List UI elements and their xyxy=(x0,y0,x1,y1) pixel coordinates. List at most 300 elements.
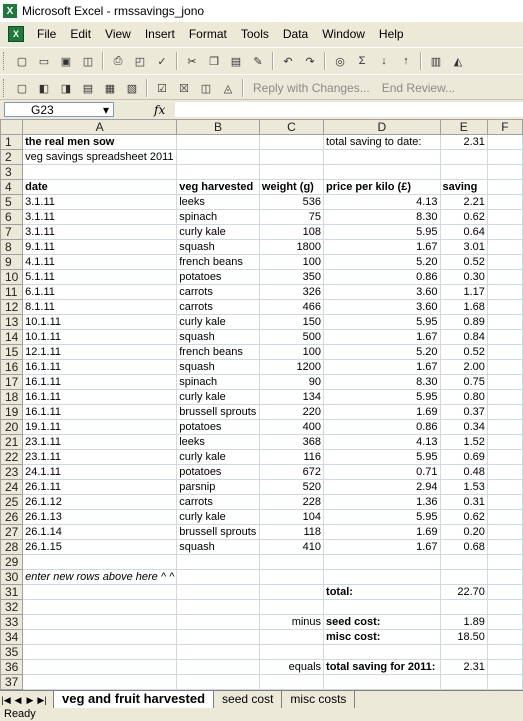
cell[interactable]: 2.21 xyxy=(440,195,487,210)
cell[interactable]: 1.69 xyxy=(324,525,440,540)
column-header[interactable]: D xyxy=(324,120,440,135)
drawing-icon[interactable]: ◭ xyxy=(453,55,463,68)
cell[interactable]: 2.31 xyxy=(440,135,487,150)
protect-icon[interactable]: ◬ xyxy=(223,82,233,95)
cell[interactable]: 3.01 xyxy=(440,240,487,255)
column-header[interactable]: C xyxy=(259,120,323,135)
cell[interactable]: 26.1.14 xyxy=(23,525,177,540)
open-icon[interactable]: ▭ xyxy=(38,55,50,68)
name-box[interactable] xyxy=(4,102,114,117)
cell[interactable]: curly kale xyxy=(177,225,260,240)
cell[interactable]: 1.67 xyxy=(324,540,440,555)
cell[interactable]: saving xyxy=(440,180,487,195)
cell[interactable]: squash xyxy=(177,330,260,345)
cell[interactable]: 0.52 xyxy=(440,345,487,360)
cell[interactable]: 0.48 xyxy=(440,465,487,480)
cell[interactable] xyxy=(487,510,522,525)
cell[interactable]: potatoes xyxy=(177,270,260,285)
workbook-icon[interactable]: X xyxy=(8,26,24,42)
row-header[interactable]: 3 xyxy=(1,165,23,180)
cell[interactable] xyxy=(487,450,522,465)
menu-format[interactable]: Format xyxy=(188,27,227,41)
sheet-tab[interactable]: veg and fruit harvested xyxy=(53,691,214,709)
cell[interactable] xyxy=(487,630,522,645)
cell[interactable]: misc cost: xyxy=(324,630,440,645)
cell[interactable]: 150 xyxy=(259,315,323,330)
row-header[interactable]: 4 xyxy=(1,180,23,195)
cell[interactable] xyxy=(324,150,440,165)
cell[interactable]: 1.52 xyxy=(440,435,487,450)
cell[interactable] xyxy=(177,135,260,150)
cell[interactable] xyxy=(487,525,522,540)
undo-icon[interactable]: ↶ xyxy=(283,55,293,68)
cell[interactable]: 2.94 xyxy=(324,480,440,495)
cell[interactable] xyxy=(177,585,260,600)
cell[interactable]: 134 xyxy=(259,390,323,405)
column-header[interactable]: F xyxy=(487,120,522,135)
save-icon[interactable]: ▣ xyxy=(60,55,72,68)
cell[interactable]: 5.95 xyxy=(324,390,440,405)
cell[interactable]: 0.37 xyxy=(440,405,487,420)
menu-tools[interactable]: Tools xyxy=(240,27,269,41)
cell[interactable] xyxy=(487,270,522,285)
cell[interactable]: seed cost: xyxy=(324,615,440,630)
cell[interactable] xyxy=(487,465,522,480)
cell[interactable]: 0.71 xyxy=(324,465,440,480)
cell[interactable]: 5.20 xyxy=(324,345,440,360)
cell[interactable] xyxy=(487,225,522,240)
cell[interactable]: veg harvested xyxy=(177,180,260,195)
cell[interactable] xyxy=(487,540,522,555)
previous-comment-icon[interactable]: ◧ xyxy=(38,82,50,95)
cell[interactable] xyxy=(440,555,487,570)
menu-data[interactable]: Data xyxy=(282,27,309,41)
cut-icon[interactable]: ✂ xyxy=(187,55,197,68)
cell[interactable] xyxy=(259,630,323,645)
cell[interactable]: 0.84 xyxy=(440,330,487,345)
cell[interactable] xyxy=(487,180,522,195)
row-header[interactable]: 17 xyxy=(1,375,23,390)
cell[interactable] xyxy=(23,600,177,615)
print-preview-icon[interactable]: ◰ xyxy=(134,55,146,68)
cell[interactable]: curly kale xyxy=(177,315,260,330)
cell[interactable] xyxy=(487,435,522,450)
format-painter-icon[interactable]: ✎ xyxy=(253,55,263,68)
cell[interactable] xyxy=(324,570,440,585)
cell[interactable] xyxy=(487,585,522,600)
cell[interactable]: 8.30 xyxy=(324,210,440,225)
row-header[interactable]: 32 xyxy=(1,600,23,615)
cell[interactable]: 19.1.11 xyxy=(23,420,177,435)
cell[interactable] xyxy=(440,645,487,660)
cell[interactable] xyxy=(487,150,522,165)
cell[interactable]: 5.95 xyxy=(324,315,440,330)
row-header[interactable]: 2 xyxy=(1,150,23,165)
sheet-tab[interactable]: misc costs xyxy=(281,691,355,709)
row-header[interactable]: 25 xyxy=(1,495,23,510)
cell[interactable] xyxy=(487,165,522,180)
cell[interactable]: date xyxy=(23,180,177,195)
spelling-icon[interactable]: ✓ xyxy=(157,55,167,68)
row-header[interactable]: 8 xyxy=(1,240,23,255)
cell[interactable]: 220 xyxy=(259,405,323,420)
paste-icon[interactable]: ▤ xyxy=(230,55,242,68)
copy-icon[interactable]: ❐ xyxy=(209,55,219,68)
row-header[interactable]: 14 xyxy=(1,330,23,345)
cell[interactable]: 350 xyxy=(259,270,323,285)
cell[interactable] xyxy=(487,345,522,360)
row-header[interactable]: 33 xyxy=(1,615,23,630)
cell[interactable] xyxy=(324,165,440,180)
cell[interactable] xyxy=(487,660,522,675)
cell[interactable]: 10.1.11 xyxy=(23,330,177,345)
cell[interactable] xyxy=(23,660,177,675)
cell[interactable] xyxy=(259,555,323,570)
cell[interactable] xyxy=(487,315,522,330)
cell[interactable]: 0.69 xyxy=(440,450,487,465)
cell[interactable]: leeks xyxy=(177,195,260,210)
hyperlink-icon[interactable]: ◎ xyxy=(335,55,345,68)
cell[interactable]: 2.00 xyxy=(440,360,487,375)
cell[interactable]: 8.1.11 xyxy=(23,300,177,315)
cell[interactable] xyxy=(177,630,260,645)
cell[interactable]: 108 xyxy=(259,225,323,240)
permission-icon[interactable]: ◫ xyxy=(82,55,94,68)
cell[interactable] xyxy=(487,615,522,630)
cell[interactable] xyxy=(487,495,522,510)
cell[interactable] xyxy=(259,645,323,660)
cell[interactable] xyxy=(259,165,323,180)
cell[interactable]: carrots xyxy=(177,300,260,315)
row-header[interactable]: 18 xyxy=(1,390,23,405)
cell[interactable] xyxy=(23,615,177,630)
chevron-down-icon[interactable]: ▾ xyxy=(102,102,109,117)
cell[interactable] xyxy=(259,570,323,585)
row-header[interactable]: 27 xyxy=(1,525,23,540)
cell[interactable]: 118 xyxy=(259,525,323,540)
menu-window[interactable]: Window xyxy=(322,27,365,41)
row-header[interactable]: 12 xyxy=(1,300,23,315)
column-header[interactable]: E xyxy=(440,120,487,135)
cell[interactable] xyxy=(487,555,522,570)
cell[interactable] xyxy=(487,420,522,435)
cell[interactable] xyxy=(23,675,177,690)
cell[interactable]: 1.68 xyxy=(440,300,487,315)
cell[interactable]: the real men sow xyxy=(23,135,177,150)
cell[interactable]: 26.1.15 xyxy=(23,540,177,555)
cell[interactable] xyxy=(487,255,522,270)
toolbar-grip[interactable] xyxy=(3,52,7,70)
cell[interactable]: 0.52 xyxy=(440,255,487,270)
reply-with-changes-button[interactable]: Reply with Changes... xyxy=(253,81,370,95)
row-header[interactable]: 13 xyxy=(1,315,23,330)
cell[interactable]: brussell sprouts xyxy=(177,525,260,540)
cell[interactable] xyxy=(440,570,487,585)
cell[interactable] xyxy=(177,645,260,660)
cell[interactable]: total saving for 2011: xyxy=(324,660,440,675)
first-sheet-icon[interactable]: |◀ xyxy=(1,694,11,705)
cell[interactable] xyxy=(487,300,522,315)
cell[interactable]: 104 xyxy=(259,510,323,525)
cell[interactable]: 75 xyxy=(259,210,323,225)
cell[interactable]: total saving to date: xyxy=(324,135,440,150)
cell[interactable] xyxy=(23,585,177,600)
cell[interactable] xyxy=(440,150,487,165)
cell[interactable]: carrots xyxy=(177,285,260,300)
cell[interactable]: spinach xyxy=(177,375,260,390)
row-header[interactable]: 21 xyxy=(1,435,23,450)
cell[interactable]: curly kale xyxy=(177,390,260,405)
cell[interactable] xyxy=(487,210,522,225)
cell[interactable]: 5.95 xyxy=(324,225,440,240)
column-header[interactable]: A xyxy=(23,120,177,135)
sort-descending-icon[interactable]: ↑ xyxy=(403,55,409,67)
cell[interactable]: potatoes xyxy=(177,465,260,480)
end-review-button[interactable]: End Review... xyxy=(381,81,456,95)
cell[interactable]: 672 xyxy=(259,465,323,480)
cell[interactable]: squash xyxy=(177,360,260,375)
row-header[interactable]: 15 xyxy=(1,345,23,360)
cell[interactable] xyxy=(487,195,522,210)
cell[interactable]: spinach xyxy=(177,210,260,225)
cell[interactable]: french beans xyxy=(177,255,260,270)
cell[interactable]: 1200 xyxy=(259,360,323,375)
cell[interactable] xyxy=(177,615,260,630)
cell[interactable]: 16.1.11 xyxy=(23,375,177,390)
cell[interactable]: 23.1.11 xyxy=(23,450,177,465)
cell[interactable] xyxy=(487,405,522,420)
column-header[interactable]: B xyxy=(177,120,260,135)
cell[interactable] xyxy=(487,570,522,585)
cell[interactable]: 5.95 xyxy=(324,450,440,465)
cell[interactable]: weight (g) xyxy=(259,180,323,195)
cell[interactable]: brussell sprouts xyxy=(177,405,260,420)
print-icon[interactable]: ⎙ xyxy=(113,54,123,67)
cell[interactable]: 0.86 xyxy=(324,270,440,285)
cell[interactable]: price per kilo (£) xyxy=(324,180,440,195)
cell[interactable]: 0.34 xyxy=(440,420,487,435)
cell[interactable]: 0.86 xyxy=(324,420,440,435)
delete-comment-icon[interactable]: ▧ xyxy=(126,82,138,95)
cell[interactable] xyxy=(324,645,440,660)
prev-sheet-icon[interactable]: ◀ xyxy=(14,694,22,705)
cell[interactable]: 3.1.11 xyxy=(23,225,177,240)
cell[interactable] xyxy=(440,600,487,615)
toolbar-grip[interactable] xyxy=(3,79,7,97)
cell[interactable] xyxy=(23,645,177,660)
chart-wizard-icon[interactable]: ▥ xyxy=(430,55,442,68)
cell[interactable]: curly kale xyxy=(177,510,260,525)
cell[interactable] xyxy=(259,135,323,150)
cell[interactable]: 1.17 xyxy=(440,285,487,300)
row-header[interactable]: 6 xyxy=(1,210,23,225)
cell[interactable] xyxy=(324,555,440,570)
cell[interactable] xyxy=(177,165,260,180)
row-header[interactable]: 20 xyxy=(1,420,23,435)
cell[interactable]: 26.1.13 xyxy=(23,510,177,525)
cell[interactable]: 326 xyxy=(259,285,323,300)
cell[interactable] xyxy=(177,150,260,165)
menu-help[interactable]: Help xyxy=(378,27,404,41)
cell[interactable]: equals xyxy=(259,660,323,675)
cell[interactable]: 6.1.11 xyxy=(23,285,177,300)
cell[interactable]: 1.53 xyxy=(440,480,487,495)
cell[interactable] xyxy=(259,600,323,615)
row-header[interactable]: 36 xyxy=(1,660,23,675)
track-changes-icon[interactable]: ☑ xyxy=(157,82,167,95)
cell[interactable]: enter new rows above here ^ ^ xyxy=(23,570,177,585)
cell[interactable]: 26.1.11 xyxy=(23,480,177,495)
cell[interactable] xyxy=(177,600,260,615)
cell[interactable]: 24.1.11 xyxy=(23,465,177,480)
cell[interactable]: 2.31 xyxy=(440,660,487,675)
row-header[interactable]: 10 xyxy=(1,270,23,285)
cell[interactable] xyxy=(487,600,522,615)
cell[interactable]: 100 xyxy=(259,255,323,270)
cell[interactable]: 16.1.11 xyxy=(23,360,177,375)
select-all-corner[interactable] xyxy=(1,120,23,135)
cell[interactable]: 26.1.12 xyxy=(23,495,177,510)
cell[interactable]: 3.1.11 xyxy=(23,210,177,225)
cell[interactable] xyxy=(177,660,260,675)
row-header[interactable]: 29 xyxy=(1,555,23,570)
cell[interactable] xyxy=(177,555,260,570)
menu-view[interactable]: View xyxy=(105,27,131,41)
cell[interactable] xyxy=(487,360,522,375)
cell[interactable]: veg savings spreadsheet 2011 xyxy=(23,150,177,165)
cell[interactable]: 1.67 xyxy=(324,360,440,375)
cell[interactable]: 22.70 xyxy=(440,585,487,600)
cell[interactable]: 1.36 xyxy=(324,495,440,510)
last-sheet-icon[interactable]: ▶| xyxy=(37,694,47,705)
cell[interactable]: parsnip xyxy=(177,480,260,495)
row-header[interactable]: 5 xyxy=(1,195,23,210)
cell[interactable]: 4.1.11 xyxy=(23,255,177,270)
next-comment-icon[interactable]: ◨ xyxy=(60,82,72,95)
cell[interactable]: 0.31 xyxy=(440,495,487,510)
cell[interactable]: 3.60 xyxy=(324,285,440,300)
row-header[interactable]: 1 xyxy=(1,135,23,150)
cell[interactable]: 3.60 xyxy=(324,300,440,315)
cell[interactable]: 16.1.11 xyxy=(23,405,177,420)
cell[interactable] xyxy=(324,600,440,615)
cell[interactable]: french beans xyxy=(177,345,260,360)
row-header[interactable]: 9 xyxy=(1,255,23,270)
cell[interactable] xyxy=(487,285,522,300)
new-comment-icon[interactable]: ▢ xyxy=(16,82,28,95)
row-header[interactable]: 34 xyxy=(1,630,23,645)
row-header[interactable]: 19 xyxy=(1,405,23,420)
cell[interactable] xyxy=(259,585,323,600)
cell[interactable]: 5.95 xyxy=(324,510,440,525)
row-header[interactable]: 16 xyxy=(1,360,23,375)
cell[interactable]: 228 xyxy=(259,495,323,510)
cell[interactable] xyxy=(259,675,323,690)
cell[interactable]: 0.20 xyxy=(440,525,487,540)
cell[interactable]: 0.62 xyxy=(440,510,487,525)
cell[interactable]: 116 xyxy=(259,450,323,465)
cell[interactable] xyxy=(440,165,487,180)
menu-edit[interactable]: Edit xyxy=(70,27,92,41)
cell[interactable]: 3.1.11 xyxy=(23,195,177,210)
row-header[interactable]: 7 xyxy=(1,225,23,240)
cell[interactable] xyxy=(487,135,522,150)
cell[interactable]: potatoes xyxy=(177,420,260,435)
cell[interactable]: carrots xyxy=(177,495,260,510)
cell[interactable]: 9.1.11 xyxy=(23,240,177,255)
row-header[interactable]: 31 xyxy=(1,585,23,600)
cell[interactable] xyxy=(23,630,177,645)
show-comment-icon[interactable]: ▤ xyxy=(82,82,94,95)
function-icon[interactable]: fx xyxy=(154,102,166,117)
cell[interactable]: 5.1.11 xyxy=(23,270,177,285)
cell[interactable] xyxy=(23,165,177,180)
cell[interactable]: 0.30 xyxy=(440,270,487,285)
row-header[interactable]: 30 xyxy=(1,570,23,585)
reject-change-icon[interactable]: ◫ xyxy=(200,82,212,95)
redo-icon[interactable]: ↷ xyxy=(305,55,315,68)
cell[interactable]: 500 xyxy=(259,330,323,345)
cell[interactable]: 0.89 xyxy=(440,315,487,330)
cell[interactable] xyxy=(487,375,522,390)
cell[interactable]: 16.1.11 xyxy=(23,390,177,405)
row-header[interactable]: 11 xyxy=(1,285,23,300)
cell[interactable]: 8.30 xyxy=(324,375,440,390)
cell[interactable]: 466 xyxy=(259,300,323,315)
cell[interactable]: 12.1.11 xyxy=(23,345,177,360)
cell[interactable]: 1.67 xyxy=(324,330,440,345)
row-header[interactable]: 26 xyxy=(1,510,23,525)
cell[interactable]: leeks xyxy=(177,435,260,450)
cell[interactable]: 23.1.11 xyxy=(23,435,177,450)
new-icon[interactable]: ▢ xyxy=(16,55,28,68)
cell[interactable] xyxy=(487,240,522,255)
next-sheet-icon[interactable]: ▶ xyxy=(26,694,34,705)
cell[interactable]: total: xyxy=(324,585,440,600)
cell[interactable] xyxy=(177,675,260,690)
cell[interactable]: minus xyxy=(259,615,323,630)
cell[interactable]: 0.75 xyxy=(440,375,487,390)
row-header[interactable]: 28 xyxy=(1,540,23,555)
menu-file[interactable]: File xyxy=(37,27,57,41)
cell[interactable] xyxy=(440,675,487,690)
cell[interactable]: 536 xyxy=(259,195,323,210)
cell[interactable]: squash xyxy=(177,540,260,555)
cell[interactable]: 5.20 xyxy=(324,255,440,270)
cell[interactable]: 368 xyxy=(259,435,323,450)
row-header[interactable]: 23 xyxy=(1,465,23,480)
cell[interactable]: 10.1.11 xyxy=(23,315,177,330)
cell[interactable] xyxy=(487,390,522,405)
cell[interactable]: 4.13 xyxy=(324,195,440,210)
cell[interactable]: 18.50 xyxy=(440,630,487,645)
sort-ascending-icon[interactable]: ↓ xyxy=(381,55,387,67)
cell[interactable]: squash xyxy=(177,240,260,255)
cell[interactable] xyxy=(487,645,522,660)
cell[interactable]: 520 xyxy=(259,480,323,495)
cell[interactable]: 4.13 xyxy=(324,435,440,450)
cell[interactable]: 0.62 xyxy=(440,210,487,225)
cell[interactable] xyxy=(324,675,440,690)
cell[interactable] xyxy=(177,570,260,585)
formula-input[interactable] xyxy=(175,102,523,117)
row-header[interactable]: 22 xyxy=(1,450,23,465)
menu-insert[interactable]: Insert xyxy=(144,27,175,41)
cell[interactable]: 410 xyxy=(259,540,323,555)
row-header[interactable]: 24 xyxy=(1,480,23,495)
cell[interactable] xyxy=(23,555,177,570)
cell[interactable]: 1.89 xyxy=(440,615,487,630)
